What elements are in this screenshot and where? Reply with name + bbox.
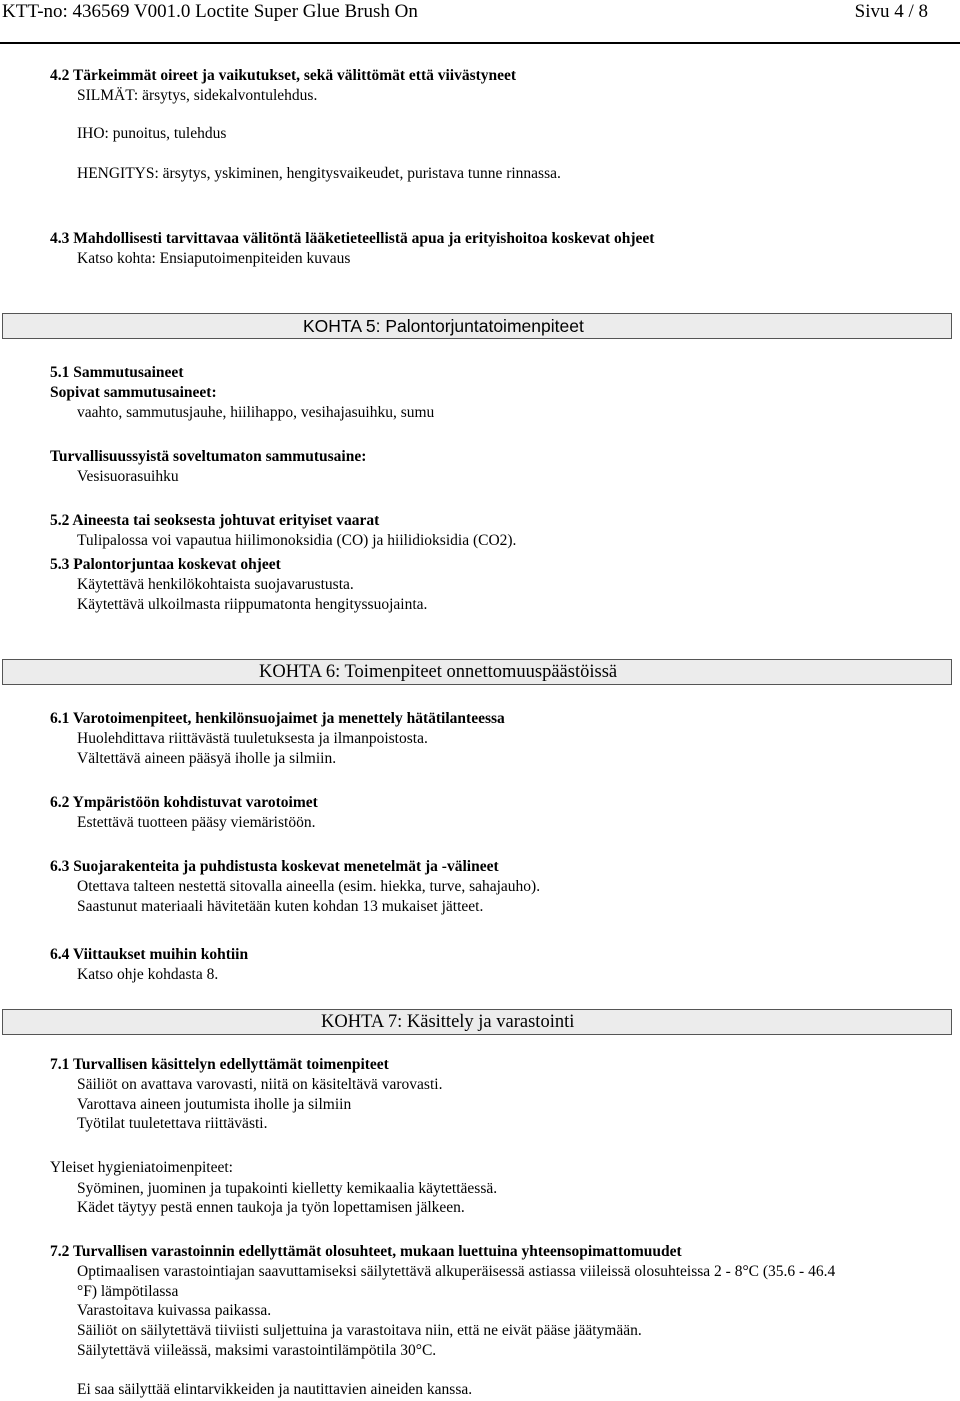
suitable-media-label: Sopivat sammutusaineet: [50,384,217,401]
section-7-heading: KOHTA 7: Käsittely ja varastointi [321,1012,575,1032]
section-5-3-line-2: Käytettävä ulkoilmasta riippumatonta hengityssuojainta. [77,596,428,613]
eyes-symptoms: SILMÄT: ärsytys, sidekalvontulehdus. [77,87,318,104]
section-6-2-text: Estettävä tuotteen pääsy viemäristöön. [77,814,316,831]
section-7-heading-bar [2,1009,952,1035]
suitable-media-value: vaahto, sammutusjauhe, hiilihappo, vesihajasuihku, sumu [77,404,435,421]
section-7-2-line-5: Säilytettävä viileässä, maksimi varastointilämpötila 30°C. [77,1342,437,1359]
section-6-2-title: 6.2 Ympäristöön kohdistuvat varotoimet [50,794,318,811]
section-6-1-line-1: Huolehdittava riittävästä tuuletuksesta ja ilmanpoistosta. [77,730,428,747]
section-7-2-line-1: Optimaalisen varastointiajan saavuttamiseksi säilytettävä alkuperäisessä astiassa viileissä olosuhteissa 2 - 8°C (35.6 - 46.4 [77,1263,836,1280]
section-6-3-line-2: Saastunut materiaali hävitetään kuten kohdan 13 mukaiset jätteet. [77,898,484,915]
breathing-symptoms: HENGITYS: ärsytys, yskiminen, hengitysvaikeudet, puristava tunne rinnassa. [77,165,561,182]
section-4-2-title: 4.2 Tärkeimmät oireet ja vaikutukset, sekä välittömät että viivästyneet [50,67,517,84]
page-header [0,0,960,44]
section-7-2-line-3: Varastoitava kuivassa paikassa. [77,1302,272,1319]
unsuitable-media-label: Turvallisuussyistä soveltumaton sammutusaine: [50,448,367,465]
section-5-2-text: Tulipalossa voi vapautua hiilimonoksidia (CO) ja hiilidioksidia (CO2). [77,532,517,549]
section-6-1-title: 6.1 Varotoimenpiteet, henkilönsuojaimet ja menettely hätätilanteessa [50,710,505,727]
section-7-2-line-6: Ei saa säilyttää elintarvikkeiden ja nautittavien aineiden kanssa. [77,1381,473,1398]
section-6-1-line-2: Vältettävä aineen pääsyä iholle ja silmiin. [77,750,337,767]
section-7-1-title: 7.1 Turvallisen käsittelyn edellyttämät toimenpiteet [50,1056,389,1073]
section-5-heading: KOHTA 5: Palontorjuntatoimenpiteet [303,316,584,336]
section-6-3-title: 6.3 Suojarakenteita ja puhdistusta koskevat menetelmät ja -välineet [50,858,499,875]
section-6-4-title: 6.4 Viittaukset muihin kohtiin [50,946,249,963]
section-5-3-line-1: Käytettävä henkilökohtaista suojavarustusta. [77,576,354,593]
skin-symptoms: IHO: punoitus, tulehdus [77,125,227,142]
section-7-2-title: 7.2 Turvallisen varastoinnin edellyttämät olosuhteet, mukaan luettuina yhteensopimattomuudet [50,1243,682,1260]
hygiene-label: Yleiset hygieniatoimenpiteet: [50,1159,233,1176]
section-5-3-title: 5.3 Palontorjuntaa koskevat ohjeet [50,556,281,573]
section-6-heading: KOHTA 6: Toimenpiteet onnettomuuspäästöissä [259,662,618,682]
section-7-2-line-2: °F) lämpötilassa [77,1283,179,1300]
section-5-heading-bar [2,313,952,339]
section-7-2-line-4: Säiliöt on säilytettävä tiiviisti suljettuina ja varastoitava niin, että ne eivät pääse jäätymään. [77,1322,642,1339]
section-5-2-title: 5.2 Aineesta tai seoksesta johtuvat erityiset vaarat [50,512,380,529]
unsuitable-media-value: Vesisuorasuihku [77,468,179,485]
section-7-1-line-2: Varottava aineen joutumista iholle ja silmiin [77,1096,352,1113]
section-4-3-text: Katso kohta: Ensiaputoimenpiteiden kuvaus [77,250,351,267]
section-4-3-title: 4.3 Mahdollisesti tarvittavaa välitöntä lääketieteellistä apua ja erityishoitoa koskevat ohjeet [50,230,655,247]
section-7-1-line-3: Työtilat tuuletettava riittävästi. [77,1115,268,1132]
section-7-1-line-1: Säiliöt on avattava varovasti, niitä on käsiteltävä varovasti. [77,1076,443,1093]
section-6-heading-bar [2,659,952,685]
hygiene-line-2: Kädet täytyy pestä ennen taukoja ja työn lopettamisen jälkeen. [77,1199,465,1216]
section-6-3-line-1: Otettava talteen nestettä sitovalla aineella (esim. hiekka, turve, sahajauho). [77,878,541,895]
section-6-4-text: Katso ohje kohdasta 8. [77,966,219,983]
page-number: Sivu 4 / 8 [854,1,928,22]
document-info: KTT-no: 436569 V001.0 Loctite Super Glue Brush On [2,1,418,22]
section-5-1-title: 5.1 Sammutusaineet [50,364,184,381]
hygiene-line-1: Syöminen, juominen ja tupakointi kielletty kemikaalia käytettäessä. [77,1180,498,1197]
